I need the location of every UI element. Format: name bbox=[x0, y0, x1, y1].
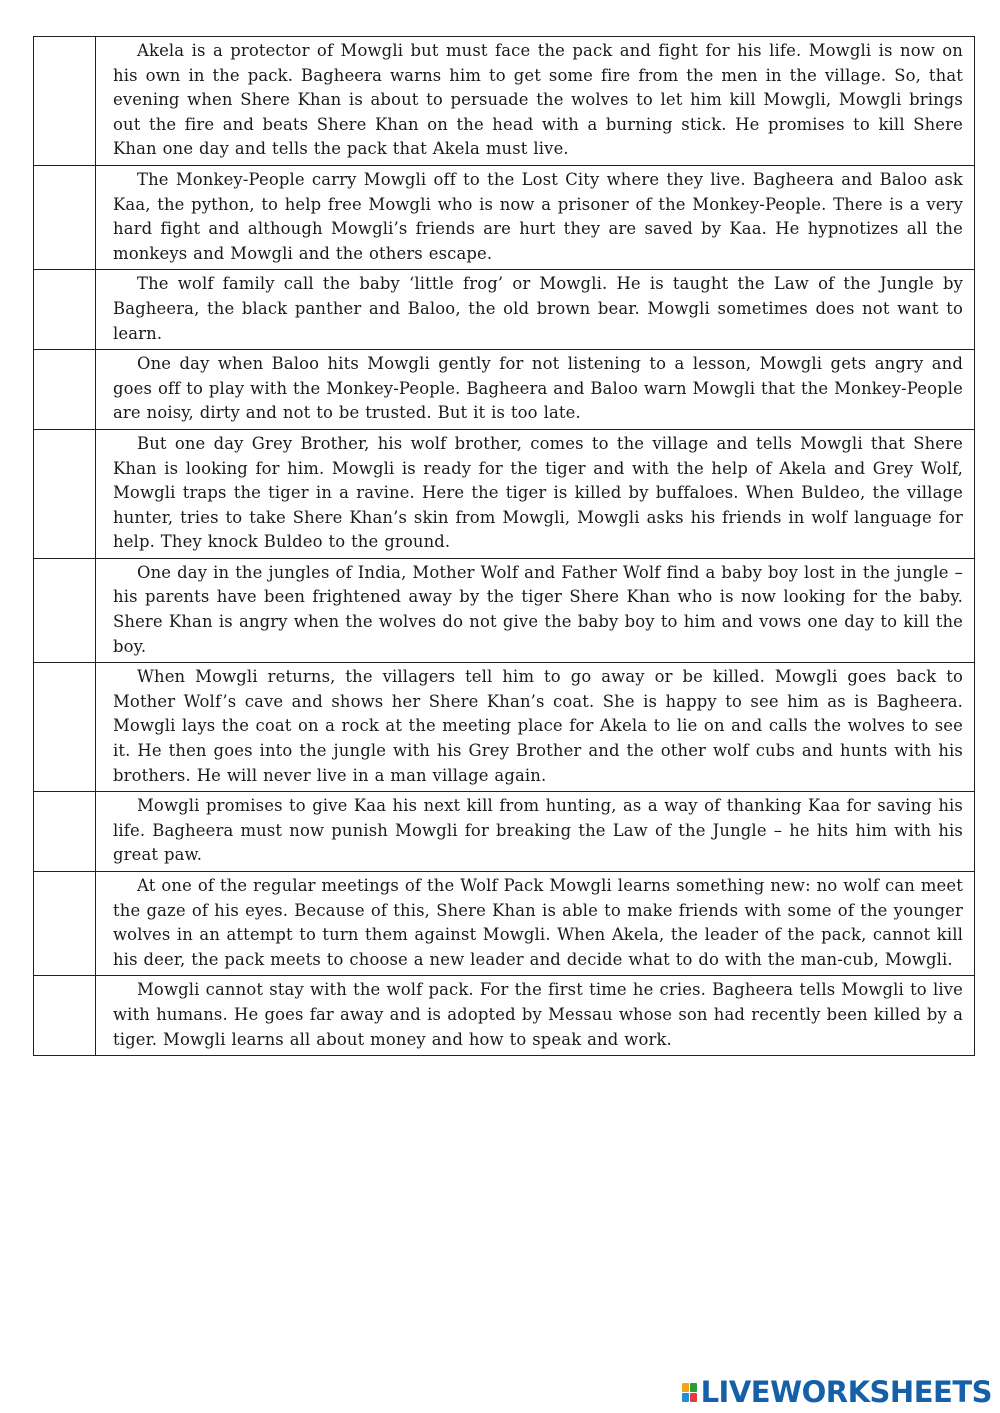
story-paragraph: When Mowgli returns, the villagers tell him to go away or be killed. Mowgli goes back to Mother Wolf’s cave and shows her Shere Khan’s coat. She is happy to see him as is Bagheera. Mowgli lays the coat on a rock at the meeting place for Akela to lie on and calls the wolves to see it. He then goes into the jungle with his Grey Brother and the other wolf cubs and hunts with his brothers. He will never live in a man village again. bbox=[113, 667, 963, 785]
story-paragraph: Mowgli promises to give Kaa his next kill from hunting, as a way of thanking Kaa for saving his life. Bagheera must now punish Mowgli for breaking the Law of the Jungle – he hits him with his great paw. bbox=[113, 796, 963, 865]
story-text-cell bbox=[96, 792, 975, 872]
story-paragraph: The Monkey-People carry Mowgli off to the Lost City where they live. Bagheera and Baloo ask Kaa, the python, to help free Mowgli who is now a prisoner of the Monkey-People. There is a very hard fight and although Mowgli’s friends are hurt they are saved by Kaa. He hypnotizes all the monkeys and Mowgli and the others escape. bbox=[113, 169, 963, 263]
story-text-cell bbox=[96, 872, 975, 976]
table-row bbox=[34, 976, 975, 1056]
story-ordering-table bbox=[33, 36, 975, 1056]
order-number-cell[interactable] bbox=[34, 663, 96, 792]
table-row bbox=[34, 350, 975, 430]
story-text-cell bbox=[96, 663, 975, 792]
brand-name: LIVEWORKSHEETS bbox=[700, 1375, 992, 1409]
table-row bbox=[34, 663, 975, 792]
story-text-cell bbox=[96, 976, 975, 1056]
order-number-cell[interactable] bbox=[34, 37, 96, 166]
story-paragraph: But one day Grey Brother, his wolf brother, comes to the village and tells Mowgli that Shere Khan is looking for him. Mowgli is ready for the tiger and with the help of Akela and Grey Wolf, Mowgli traps the tiger in a ravine. Here the tiger is killed by buffaloes. When Buldeo, the village hunter, tries to take Shere Khan’s skin from Mowgli, Mowgli asks his friends in wolf language for help. They knock Buldeo to the ground. bbox=[113, 433, 963, 552]
story-text-cell bbox=[96, 165, 975, 269]
story-paragraph: Mowgli cannot stay with the wolf pack. For the first time he cries. Bagheera tells Mowgli to live with humans. He goes far away and is adopted by Messau whose son had recently been killed by a tiger. Mowgli learns all about money and how to speak and work. bbox=[113, 980, 963, 1049]
order-number-cell[interactable] bbox=[34, 165, 96, 269]
table-row bbox=[34, 165, 975, 269]
order-number-cell[interactable] bbox=[34, 350, 96, 430]
story-paragraph: One day in the jungles of India, Mother Wolf and Father Wolf find a baby boy lost in the jungle – his parents have been frightened away by the tiger Shere Khan who is now looking for the baby. Shere Khan is angry when the wolves do not give the baby boy to him and vows one day to kill the boy. bbox=[113, 562, 963, 656]
story-text-cell bbox=[96, 350, 975, 430]
order-number-cell[interactable] bbox=[34, 429, 96, 558]
table-row bbox=[34, 429, 975, 558]
table-row bbox=[34, 792, 975, 872]
story-paragraph: One day when Baloo hits Mowgli gently for not listening to a lesson, Mowgli gets angry and goes off to play with the Monkey-People. Bagheera and Baloo warn Mowgli that the Monkey-People are noisy, dirty and not to be trusted. But it is too late. bbox=[113, 354, 963, 423]
story-text-cell bbox=[96, 429, 975, 558]
liveworksheets-logo[interactable] bbox=[682, 1377, 992, 1407]
table-row bbox=[34, 558, 975, 662]
order-number-cell[interactable] bbox=[34, 976, 96, 1056]
story-text-cell bbox=[96, 270, 975, 350]
story-paragraph: Akela is a protector of Mowgli but must face the pack and fight for his life. Mowgli is now on his own in the pack. Bagheera warns him to get some fire from the men in the village. So, that evening when Shere Khan is about to persuade the wolves to let him kill Mowgli, Mowgli brings out the fire and beats Shere Khan on the head with a burning stick. He promises to kill Shere Khan one day and tells the pack that Akela must live. bbox=[113, 41, 963, 159]
table-row bbox=[34, 872, 975, 976]
story-text-cell bbox=[96, 558, 975, 662]
liveworksheets-logo-icon bbox=[682, 1383, 697, 1402]
order-number-cell[interactable] bbox=[34, 792, 96, 872]
table-row bbox=[34, 270, 975, 350]
story-paragraph: The wolf family call the baby ‘little frog’ or Mowgli. He is taught the Law of the Jungle by Bagheera, the black panther and Baloo, the old brown bear. Mowgli sometimes does not want to learn. bbox=[113, 274, 963, 343]
table-row bbox=[34, 37, 975, 166]
order-number-cell[interactable] bbox=[34, 872, 96, 976]
story-text-cell bbox=[96, 37, 975, 166]
order-number-cell[interactable] bbox=[34, 270, 96, 350]
story-paragraph: At one of the regular meetings of the Wolf Pack Mowgli learns something new: no wolf can meet the gaze of his eyes. Because of this, Shere Khan is able to make friends with some of the younger wolves in an attempt to turn them against Mowgli. When Akela, the leader of the pack, cannot kill his deer, the pack meets to choose a new leader and decide what to do with the man-cub, Mowgli. bbox=[113, 876, 963, 969]
order-number-cell[interactable] bbox=[34, 558, 96, 662]
